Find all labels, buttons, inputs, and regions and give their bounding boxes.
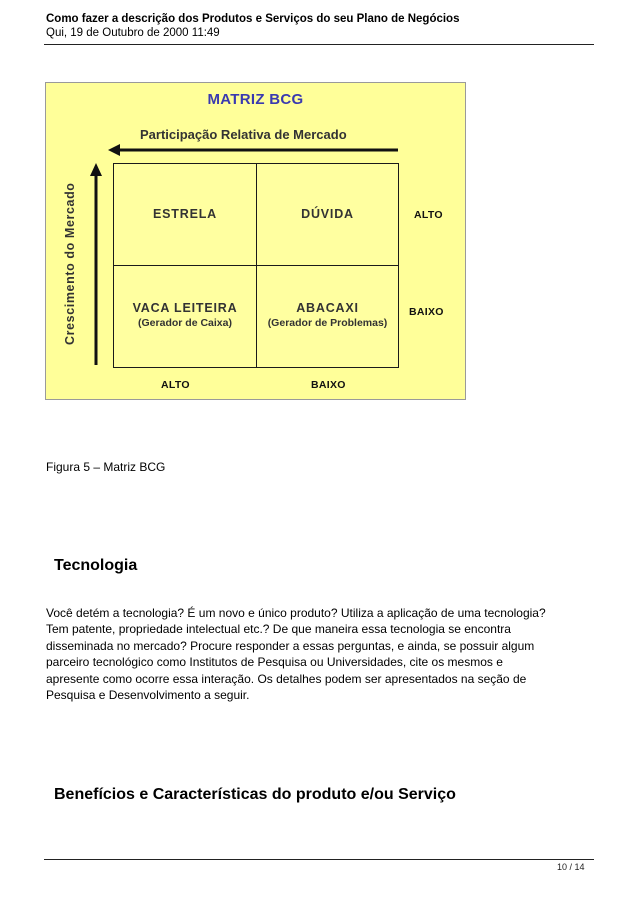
cell-abacaxi xyxy=(256,301,399,331)
cell-estrela xyxy=(114,207,256,222)
column-label-alto: ALTO xyxy=(161,379,190,391)
paragraph-line: Pesquisa e Desenvolvimento a seguir. xyxy=(46,688,250,703)
paragraph-line: Tem patente, propriedade intelectual etc.? De que maneira essa tecnologia se encontra xyxy=(46,622,511,637)
figure-caption: Figura 5 – Matriz BCG xyxy=(46,460,166,474)
document-date: Qui, 19 de Outubro de 2000 11:49 xyxy=(46,27,220,39)
cell-abacaxi-sublabel: (Gerador de Problemas) xyxy=(267,317,388,329)
bcg-matrix-figure xyxy=(45,82,466,400)
cell-duvida-label: DÚVIDA xyxy=(301,207,354,221)
header-rule xyxy=(44,44,594,45)
cell-estrela-label: ESTRELA xyxy=(153,207,217,221)
y-axis-arrowhead xyxy=(90,163,102,176)
cell-vaca-leiteira-sublabel: (Gerador de Caixa) xyxy=(138,317,232,329)
cell-duvida xyxy=(256,207,399,222)
section-title-beneficios: Benefícios e Características do produto e/ou Serviço xyxy=(54,786,456,803)
x-axis-label: Participação Relativa de Mercado xyxy=(140,127,347,142)
figure-title: MATRIZ BCG xyxy=(207,91,304,108)
page-header xyxy=(46,12,594,40)
page-number: 10 / 14 xyxy=(557,862,585,872)
cell-abacaxi-label: ABACAXI xyxy=(296,301,359,315)
cell-vaca-leiteira-label: VACA LEITEIRA xyxy=(132,301,238,315)
row-label-baixo: BAIXO xyxy=(409,306,444,318)
paragraph-line: apresente como ocorre essa interação. Os detalhes podem ser apresentados na seção de xyxy=(46,671,527,686)
cell-vaca-leiteira xyxy=(114,301,256,331)
tecnologia-paragraph xyxy=(46,605,594,703)
row-label-alto: ALTO xyxy=(414,209,443,221)
x-axis-arrowhead xyxy=(108,144,120,156)
paragraph-line: disseminada no mercado? Procure responder a essas perguntas, e ainda, se possuir algum xyxy=(46,638,535,653)
document-title: Como fazer a descrição dos Produtos e Serviços do seu Plano de Negócios xyxy=(46,13,460,25)
paragraph-line: parceiro tecnológico como Institutos de Pesquisa ou Universidades, cite os mesmos e xyxy=(46,655,503,670)
matrix-grid xyxy=(113,163,399,368)
paragraph-line: Você detém a tecnologia? É um novo e único produto? Utiliza a aplicação de uma tecnologia? xyxy=(46,606,546,620)
y-axis-label: Crescimento do Mercado xyxy=(63,182,77,345)
grid-horizontal-divider xyxy=(114,265,398,266)
column-label-baixo: BAIXO xyxy=(311,379,346,391)
footer-rule xyxy=(44,859,594,860)
section-title-tecnologia: Tecnologia xyxy=(54,557,138,574)
